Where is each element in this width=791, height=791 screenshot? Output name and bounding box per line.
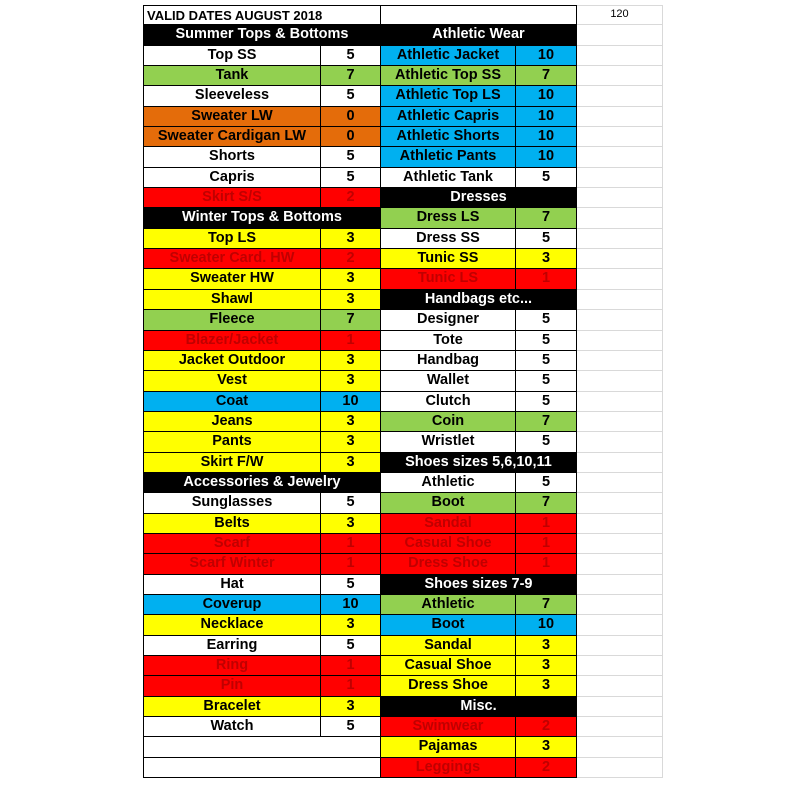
empty-cell[interactable]: [577, 514, 663, 534]
empty-cell[interactable]: [577, 371, 663, 391]
item-name-cell[interactable]: Jeans: [143, 412, 321, 432]
item-name-cell[interactable]: Athletic Shorts: [381, 127, 516, 147]
table-row: [143, 86, 663, 106]
table-row: [143, 188, 663, 208]
days-cell[interactable]: 3: [321, 615, 381, 635]
days-cell[interactable]: 1: [321, 676, 381, 696]
table-row: [143, 208, 663, 228]
empty-cell[interactable]: [577, 208, 663, 228]
sheet-title[interactable]: VALID DATES AUGUST 2018: [143, 5, 381, 25]
item-name-cell[interactable]: Earring: [143, 636, 321, 656]
table-row: [143, 636, 663, 656]
item-name-cell[interactable]: Shorts: [143, 147, 321, 167]
empty-cell[interactable]: [577, 331, 663, 351]
days-cell[interactable]: 5: [516, 351, 577, 371]
days-cell[interactable]: 5: [516, 168, 577, 188]
days-cell[interactable]: 7: [516, 412, 577, 432]
days-cell[interactable]: 3: [321, 514, 381, 534]
item-name-cell[interactable]: Clutch: [381, 392, 516, 412]
days-cell[interactable]: 1: [516, 534, 577, 554]
item-name-cell[interactable]: Coat: [143, 392, 321, 412]
table-row: [143, 737, 663, 757]
days-cell[interactable]: 3: [321, 351, 381, 371]
table-row: [143, 534, 663, 554]
empty-cell[interactable]: [577, 351, 663, 371]
days-cell[interactable]: 2: [516, 717, 577, 737]
empty-cell[interactable]: [577, 473, 663, 493]
days-cell[interactable]: 5: [516, 310, 577, 330]
table-row: [143, 758, 663, 778]
item-name-cell[interactable]: Sleeveless: [143, 86, 321, 106]
days-cell[interactable]: 5: [321, 147, 381, 167]
empty-cell[interactable]: [577, 534, 663, 554]
item-name-cell[interactable]: Casual Shoe: [381, 534, 516, 554]
days-cell[interactable]: 1: [321, 331, 381, 351]
empty-cell[interactable]: [577, 86, 663, 106]
item-name-cell[interactable]: Watch: [143, 717, 321, 737]
days-cell[interactable]: 10: [516, 615, 577, 635]
empty-cell[interactable]: [577, 595, 663, 615]
item-name-cell[interactable]: Tote: [381, 331, 516, 351]
category-header[interactable]: Athletic Wear: [381, 25, 577, 45]
empty-cell[interactable]: [577, 168, 663, 188]
item-name-cell[interactable]: Jacket Outdoor: [143, 351, 321, 371]
item-name-cell[interactable]: Vest: [143, 371, 321, 391]
days-cell[interactable]: 1: [516, 514, 577, 534]
item-name-cell[interactable]: Sweater Cardigan LW: [143, 127, 321, 147]
empty-cell[interactable]: [577, 392, 663, 412]
item-name-cell[interactable]: Scarf Winter: [143, 554, 321, 574]
days-cell[interactable]: 7: [516, 66, 577, 86]
table-row: [143, 676, 663, 696]
days-cell[interactable]: 5: [321, 46, 381, 66]
item-name-cell[interactable]: Belts: [143, 514, 321, 534]
item-name-cell[interactable]: Fleece: [143, 310, 321, 330]
table-row: [143, 717, 663, 737]
empty-cell[interactable]: [577, 249, 663, 269]
item-name-cell[interactable]: Shawl: [143, 290, 321, 310]
item-name-cell[interactable]: Athletic Jacket: [381, 46, 516, 66]
table-row: [143, 25, 663, 45]
days-cell[interactable]: 3: [321, 269, 381, 289]
days-cell[interactable]: 10: [516, 86, 577, 106]
table-row: [143, 453, 663, 473]
table-row: [143, 351, 663, 371]
days-cell[interactable]: 7: [516, 493, 577, 513]
empty-cell[interactable]: [577, 66, 663, 86]
table-row: [143, 412, 663, 432]
item-name-cell[interactable]: Boot: [381, 615, 516, 635]
empty-cell[interactable]: [577, 107, 663, 127]
empty-cell[interactable]: [577, 575, 663, 595]
table-row: [143, 656, 663, 676]
days-cell[interactable]: 3: [516, 656, 577, 676]
days-cell[interactable]: 10: [516, 147, 577, 167]
empty-cell[interactable]: [577, 737, 663, 757]
category-header[interactable]: Shoes sizes 5,6,10,11: [381, 453, 577, 473]
item-name-cell[interactable]: Swimwear: [381, 717, 516, 737]
days-cell[interactable]: 3: [516, 636, 577, 656]
spreadsheet: [143, 5, 663, 778]
empty-cell[interactable]: [143, 758, 381, 778]
table-row: [143, 473, 663, 493]
days-cell[interactable]: 3: [321, 412, 381, 432]
days-cell[interactable]: 3: [321, 290, 381, 310]
item-name-cell[interactable]: Sweater Card. HW: [143, 249, 321, 269]
item-name-cell[interactable]: Dress Shoe: [381, 676, 516, 696]
category-header[interactable]: Misc.: [381, 697, 577, 717]
table-body: [143, 25, 663, 778]
days-cell[interactable]: 3: [321, 697, 381, 717]
days-cell[interactable]: 7: [516, 208, 577, 228]
table-row: [143, 697, 663, 717]
days-cell[interactable]: 5: [321, 168, 381, 188]
table-row: [143, 46, 663, 66]
empty-cell[interactable]: [577, 188, 663, 208]
days-cell[interactable]: 0: [321, 107, 381, 127]
days-cell[interactable]: 5: [321, 575, 381, 595]
item-name-cell[interactable]: Top LS: [143, 229, 321, 249]
days-cell[interactable]: 1: [321, 656, 381, 676]
days-cell[interactable]: 3: [516, 737, 577, 757]
empty-cell[interactable]: [577, 554, 663, 574]
days-cell[interactable]: 10: [321, 595, 381, 615]
empty-cell[interactable]: [577, 290, 663, 310]
item-name-cell[interactable]: Necklace: [143, 615, 321, 635]
item-name-cell[interactable]: Sweater HW: [143, 269, 321, 289]
page-number-cell[interactable]: 120: [577, 5, 663, 25]
days-cell[interactable]: 1: [321, 534, 381, 554]
table-row: [143, 371, 663, 391]
days-cell[interactable]: 2: [516, 758, 577, 778]
item-name-cell[interactable]: Athletic: [381, 473, 516, 493]
days-cell[interactable]: 5: [516, 229, 577, 249]
table-row: [143, 331, 663, 351]
days-cell[interactable]: 5: [516, 432, 577, 452]
empty-cell[interactable]: [577, 46, 663, 66]
days-cell[interactable]: 3: [321, 432, 381, 452]
item-name-cell[interactable]: Sweater LW: [143, 107, 321, 127]
item-name-cell[interactable]: Hat: [143, 575, 321, 595]
item-name-cell[interactable]: Dress Shoe: [381, 554, 516, 574]
item-name-cell[interactable]: Blazer/Jacket: [143, 331, 321, 351]
days-cell[interactable]: 5: [516, 392, 577, 412]
item-name-cell[interactable]: Athletic Tank: [381, 168, 516, 188]
empty-cell[interactable]: [577, 676, 663, 696]
days-cell[interactable]: 3: [516, 249, 577, 269]
days-cell[interactable]: 3: [321, 371, 381, 391]
table-row: [143, 66, 663, 86]
item-name-cell[interactable]: Coin: [381, 412, 516, 432]
days-cell[interactable]: 10: [516, 127, 577, 147]
item-name-cell[interactable]: Wallet: [381, 371, 516, 391]
empty-cell[interactable]: [577, 412, 663, 432]
days-cell[interactable]: 1: [516, 269, 577, 289]
empty-cell[interactable]: [577, 310, 663, 330]
table-row: [143, 595, 663, 615]
empty-cell[interactable]: [577, 453, 663, 473]
item-name-cell[interactable]: Wristlet: [381, 432, 516, 452]
days-cell[interactable]: 7: [321, 310, 381, 330]
empty-cell[interactable]: [577, 493, 663, 513]
item-name-cell[interactable]: Casual Shoe: [381, 656, 516, 676]
item-name-cell[interactable]: Athletic Pants: [381, 147, 516, 167]
empty-cell[interactable]: [577, 758, 663, 778]
title-row: [143, 5, 663, 25]
item-name-cell[interactable]: Athletic Capris: [381, 107, 516, 127]
table-row: [143, 615, 663, 635]
item-name-cell[interactable]: Leggings: [381, 758, 516, 778]
days-cell[interactable]: 7: [516, 595, 577, 615]
item-name-cell[interactable]: Boot: [381, 493, 516, 513]
days-cell[interactable]: 10: [516, 46, 577, 66]
item-name-cell[interactable]: Sandal: [381, 514, 516, 534]
table-row: [143, 147, 663, 167]
item-name-cell[interactable]: Dress LS: [381, 208, 516, 228]
item-name-cell[interactable]: Bracelet: [143, 697, 321, 717]
table-row: [143, 249, 663, 269]
table-row: [143, 575, 663, 595]
item-name-cell[interactable]: Athletic Top LS: [381, 86, 516, 106]
days-cell[interactable]: 3: [321, 453, 381, 473]
table-row: [143, 168, 663, 188]
table-row: [143, 493, 663, 513]
table-row: [143, 290, 663, 310]
item-name-cell[interactable]: Scarf: [143, 534, 321, 554]
empty-cell[interactable]: [577, 127, 663, 147]
empty-cell[interactable]: [577, 697, 663, 717]
item-name-cell[interactable]: Tunic SS: [381, 249, 516, 269]
table-row: [143, 432, 663, 452]
item-name-cell[interactable]: Tunic LS: [381, 269, 516, 289]
item-name-cell[interactable]: Handbag: [381, 351, 516, 371]
days-cell[interactable]: 3: [321, 229, 381, 249]
item-name-cell[interactable]: Sunglasses: [143, 493, 321, 513]
days-cell[interactable]: 1: [516, 554, 577, 574]
category-header[interactable]: Dresses: [381, 188, 577, 208]
days-cell[interactable]: 1: [321, 554, 381, 574]
empty-cell[interactable]: [577, 147, 663, 167]
item-name-cell[interactable]: Designer: [381, 310, 516, 330]
table-row: [143, 127, 663, 147]
item-name-cell[interactable]: Sandal: [381, 636, 516, 656]
days-cell[interactable]: 3: [516, 676, 577, 696]
item-name-cell[interactable]: Skirt F/W: [143, 453, 321, 473]
days-cell[interactable]: 7: [321, 66, 381, 86]
category-header[interactable]: Winter Tops & Bottoms: [143, 208, 381, 228]
item-name-cell[interactable]: Skirt S/S: [143, 188, 321, 208]
table-row: [143, 310, 663, 330]
empty-cell[interactable]: [577, 615, 663, 635]
category-header[interactable]: Summer Tops & Bottoms: [143, 25, 381, 45]
item-name-cell[interactable]: Pajamas: [381, 737, 516, 757]
item-name-cell[interactable]: Tank: [143, 66, 321, 86]
empty-cell[interactable]: [577, 656, 663, 676]
item-name-cell[interactable]: Athletic Top SS: [381, 66, 516, 86]
days-cell[interactable]: 5: [321, 493, 381, 513]
item-name-cell[interactable]: Athletic: [381, 595, 516, 615]
days-cell[interactable]: 5: [321, 86, 381, 106]
days-cell[interactable]: 2: [321, 249, 381, 269]
empty-cell[interactable]: [577, 636, 663, 656]
category-header[interactable]: Accessories & Jewelry: [143, 473, 381, 493]
item-name-cell[interactable]: Pin: [143, 676, 321, 696]
table-row: [143, 229, 663, 249]
days-cell[interactable]: 2: [321, 188, 381, 208]
table-row: [143, 107, 663, 127]
item-name-cell[interactable]: Top SS: [143, 46, 321, 66]
item-name-cell[interactable]: Coverup: [143, 595, 321, 615]
table-row: [143, 392, 663, 412]
empty-cell[interactable]: [577, 25, 663, 45]
empty-cell[interactable]: [577, 432, 663, 452]
item-name-cell[interactable]: Dress SS: [381, 229, 516, 249]
item-name-cell[interactable]: Capris: [143, 168, 321, 188]
days-cell[interactable]: 10: [321, 392, 381, 412]
empty-cell[interactable]: [381, 5, 577, 25]
empty-cell[interactable]: [577, 269, 663, 289]
category-header[interactable]: Shoes sizes 7-9: [381, 575, 577, 595]
category-header[interactable]: Handbags etc...: [381, 290, 577, 310]
days-cell[interactable]: 5: [321, 717, 381, 737]
days-cell[interactable]: 5: [321, 636, 381, 656]
days-cell[interactable]: 10: [516, 107, 577, 127]
days-cell[interactable]: 5: [516, 371, 577, 391]
days-cell[interactable]: 5: [516, 331, 577, 351]
table-row: [143, 514, 663, 534]
days-cell[interactable]: 5: [516, 473, 577, 493]
empty-cell[interactable]: [577, 717, 663, 737]
item-name-cell[interactable]: Ring: [143, 656, 321, 676]
empty-cell[interactable]: [577, 229, 663, 249]
table-row: [143, 554, 663, 574]
table-row: [143, 269, 663, 289]
item-name-cell[interactable]: Pants: [143, 432, 321, 452]
empty-cell[interactable]: [143, 737, 381, 757]
days-cell[interactable]: 0: [321, 127, 381, 147]
